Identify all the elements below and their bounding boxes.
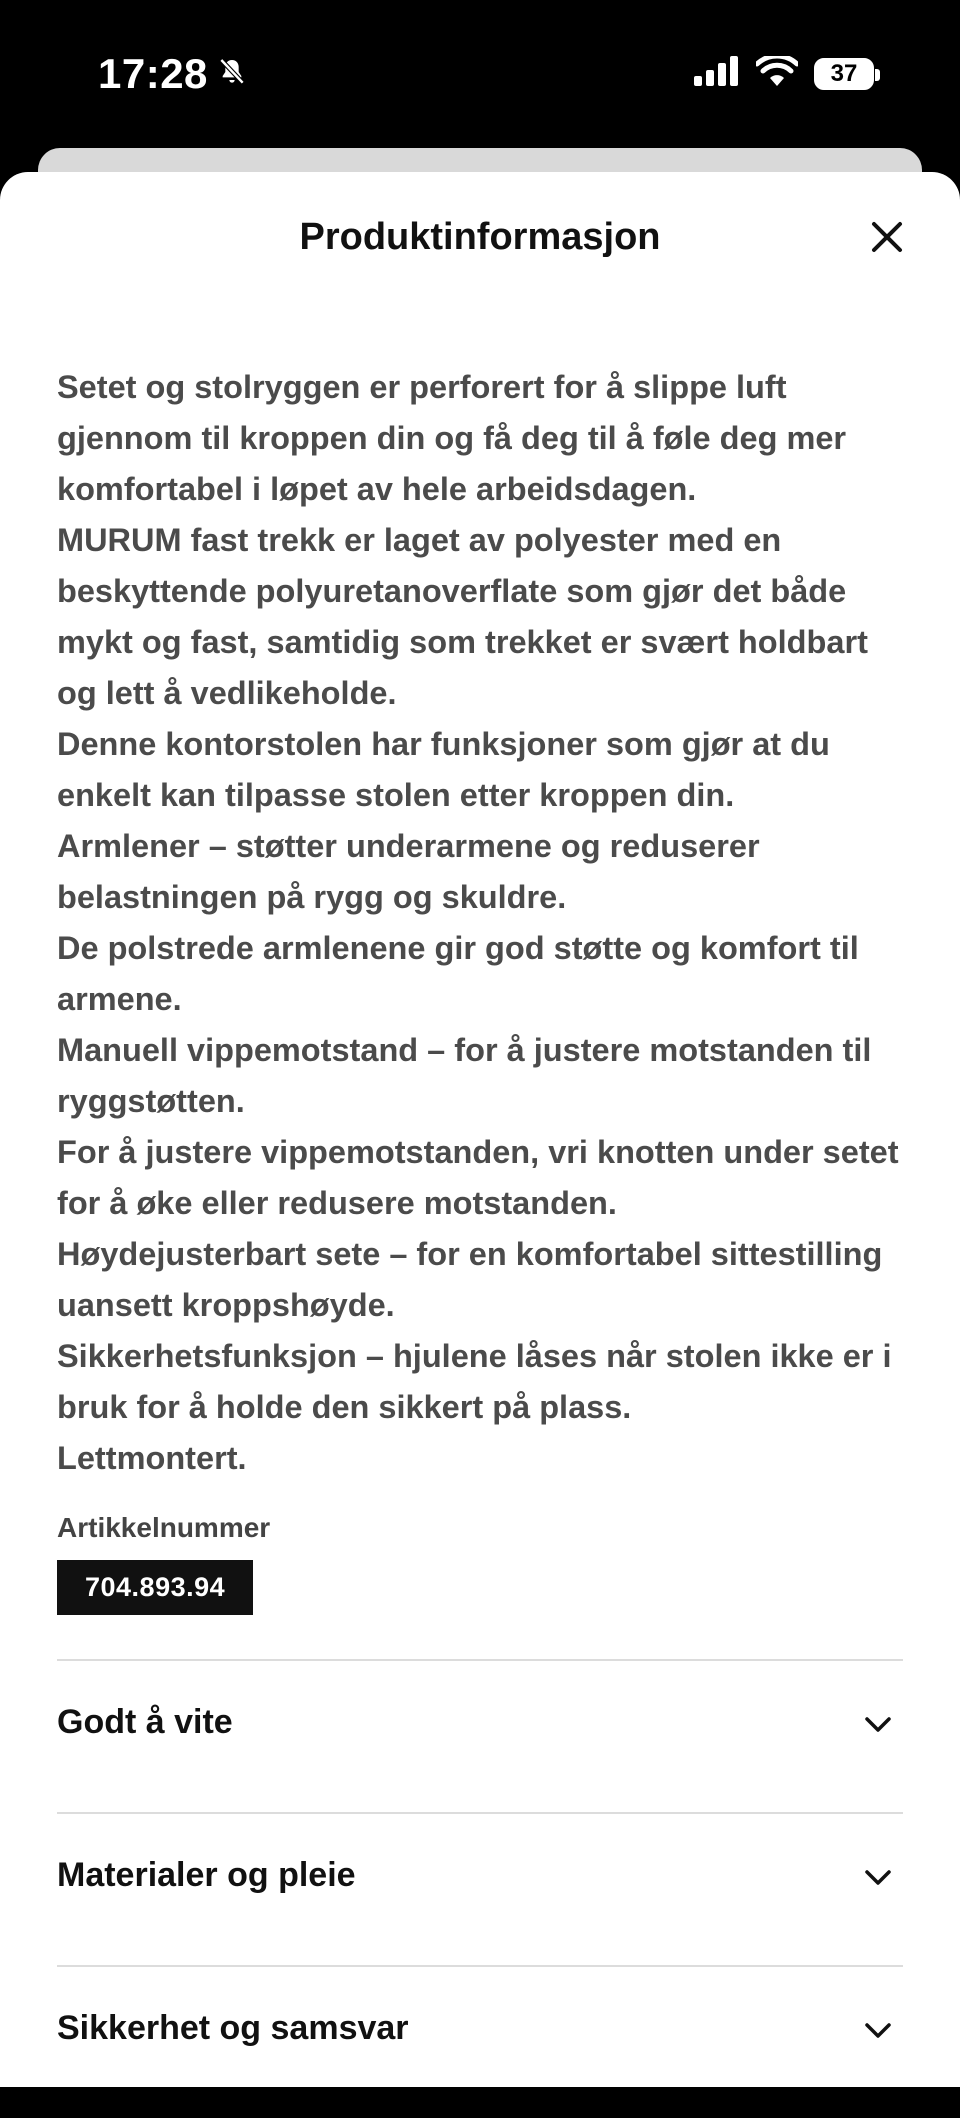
silent-bell-icon bbox=[216, 50, 248, 98]
status-bar bbox=[0, 0, 960, 160]
status-indicators bbox=[694, 56, 874, 91]
accordion-label: Materialer og pleie bbox=[57, 1856, 356, 1894]
chevron-down-icon bbox=[861, 1860, 895, 1894]
article-number-label: Artikkelnummer bbox=[57, 1512, 271, 1543]
accordion-good-to-know[interactable] bbox=[57, 1659, 903, 1812]
status-time-group bbox=[98, 50, 248, 98]
accordion-safety-compliance[interactable] bbox=[57, 1965, 903, 2118]
battery-icon bbox=[814, 58, 874, 90]
sheet-title: Produktinformasjon bbox=[299, 216, 661, 258]
close-icon bbox=[870, 220, 904, 254]
accordion-materials-care[interactable] bbox=[57, 1812, 903, 1965]
cellular-signal-icon bbox=[694, 56, 740, 91]
accordion-label: Godt å vite bbox=[57, 1703, 233, 1741]
info-accordion bbox=[57, 1659, 903, 2118]
sheet-header bbox=[0, 172, 960, 308]
product-info-sheet bbox=[0, 172, 960, 2087]
accordion-label: Sikkerhet og samsvar bbox=[57, 2009, 409, 2047]
battery-level: 37 bbox=[830, 59, 858, 87]
article-number-badge: 704.893.94 bbox=[57, 1560, 253, 1615]
wifi-icon bbox=[756, 56, 798, 91]
status-time: 17:28 bbox=[98, 50, 208, 97]
product-description-section bbox=[57, 362, 907, 1615]
chevron-down-icon bbox=[861, 1707, 895, 1741]
chevron-down-icon bbox=[861, 2013, 895, 2047]
product-description: Setet og stolryggen er perforert for å slippe luft gjennom til kroppen din og få deg til å føle deg mer komfortabel i løpet av hele arbeidsdagen. MURUM fast trekk er laget av polyester med en beskyttende polyuretanoverflate som gjør det både mykt og fast, samtidig som trekket er svært holdbart og lett å vedlikeholde. Denne kontorstolen har funksjoner som gjør at du enkelt kan tilpasse stolen etter kroppen din. Armlener – støtter underarmene og reduserer belastningen på rygg og skuldre. De polstrede armlenene gir god støtte og komfort til armene. Manuell vippemotstand – for å justere motstanden til ryggstøtten. For å justere vippemotstanden, vri knotten under setet for å øke eller redusere motstanden. Høydejusterbart sete – for en komfortabel sittestilling uansett kroppshøyde. Sikkerhetsfunksjon – hjulene låses når stolen ikke er i bruk for å holde den sikkert på plass. Lettmontert. bbox=[57, 369, 899, 1476]
close-button[interactable] bbox=[862, 212, 912, 262]
